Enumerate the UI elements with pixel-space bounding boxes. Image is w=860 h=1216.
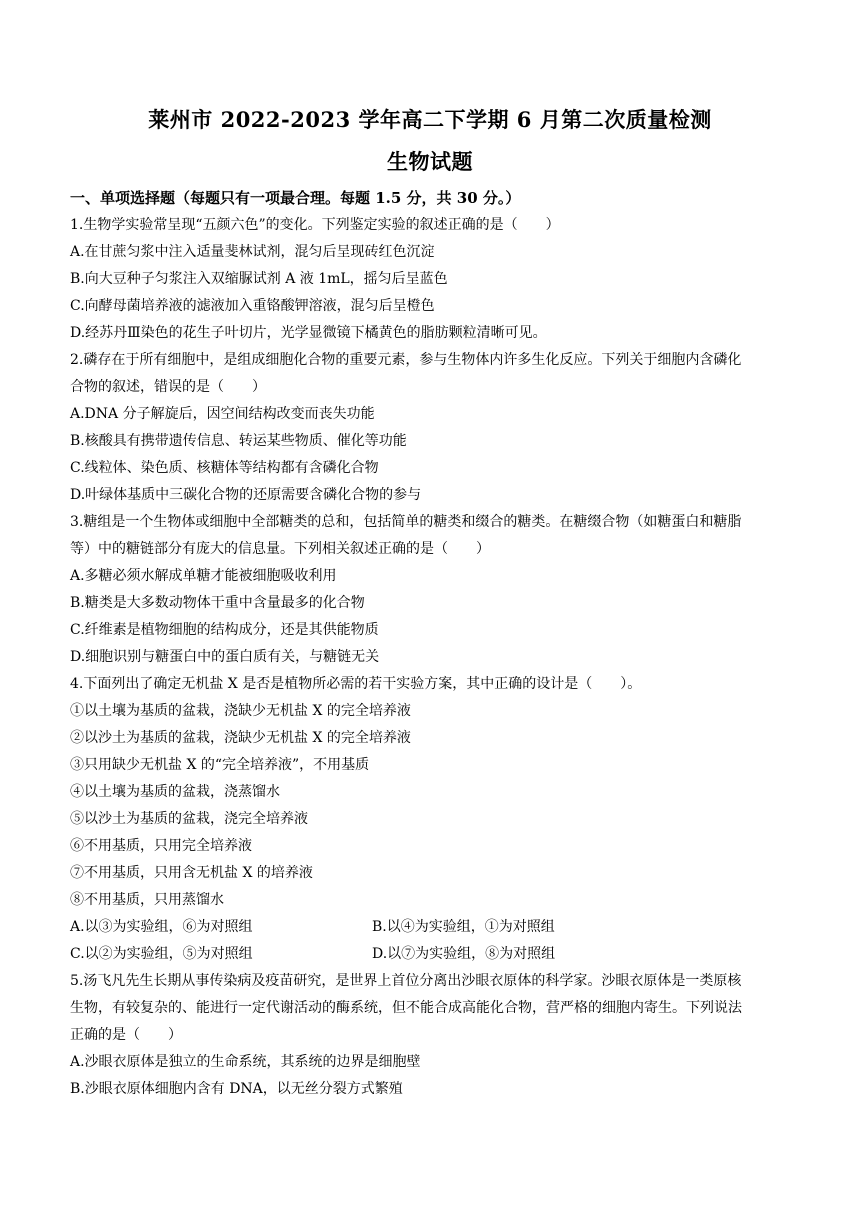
question-stem: 1.生物学实验常呈现“五颜六色”的变化。下列鉴定实验的叙述正确的是（ ） [70, 217, 560, 233]
scheme-item: ⑦不用基质，只用含无机盐 X 的培养液 [70, 865, 313, 881]
option-b: B.沙眼衣原体细胞内含有 DNA，以无丝分裂方式繁殖 [70, 1081, 403, 1097]
option-c: C.以②为实验组，⑤为对照组 [70, 946, 253, 962]
option-c: C.纤维素是植物细胞的结构成分，还是其供能物质 [70, 622, 379, 638]
option-b: B.糖类是大多数动物体干重中含量最多的化合物 [70, 595, 365, 611]
scheme-item: ⑥不用基质，只用完全培养液 [70, 838, 252, 854]
option-a: A.DNA 分子解旋后，因空间结构改变而丧失功能 [70, 406, 375, 422]
question-stem: 4.下面列出了确定无机盐 X 是否是植物所必需的若干实验方案，其中正确的设计是（ ）。 [70, 676, 642, 692]
option-d: D.经苏丹Ⅲ染色的花生子叶切片，光学显微镜下橘黄色的脂肪颗粒清晰可见。 [70, 325, 547, 341]
exam-content [70, 185, 800, 1103]
scheme-item: ②以沙土为基质的盆栽，浇缺少无机盐 X 的完全培养液 [70, 730, 411, 746]
question-5 [70, 968, 800, 1103]
question-stem-continued: 合物的叙述，错误的是（ ） [70, 379, 266, 395]
option-a: A.多糖必须水解成单糖才能被细胞吸收利用 [70, 568, 337, 584]
options-row [70, 914, 800, 941]
option-d: D.叶绿体基质中三碳化合物的还原需要含磷化合物的参与 [70, 487, 422, 503]
scheme-item: ④以土壤为基质的盆栽，浇蒸馏水 [70, 784, 280, 800]
exam-subtitle: 生物试题 [387, 149, 473, 174]
question-4 [70, 671, 800, 968]
question-2 [70, 347, 800, 509]
question-stem: 5.汤飞凡先生长期从事传染病及疫苗研究，是世界上首位分离出沙眼衣原体的科学家。沙眼衣原体是一类原核 [70, 973, 742, 989]
section-heading: 一、单项选择题（每题只有一项最合理。每题 1.5 分，共 30 分。） [70, 189, 521, 207]
option-a: A.在甘蔗匀浆中注入适量斐林试剂，混匀后呈现砖红色沉淀 [70, 244, 435, 260]
option-c: C.线粒体、染色质、核糖体等结构都有含磷化合物 [70, 460, 379, 476]
question-stem-continued: 正确的是（ ） [70, 1027, 182, 1043]
question-stem: 3.糖组是一个生物体或细胞中全部糖类的总和，包括简单的糖类和缀合的糖类。在糖缀合物（如糖蛋白和糖脂 [70, 514, 742, 530]
question-stem-continued: 等）中的糖链部分有庞大的信息量。下列相关叙述正确的是（ ） [70, 541, 490, 557]
exam-title: 莱州市 2022-2023 学年高二下学期 6 月第二次质量检测 [148, 107, 712, 132]
option-b: B.以④为实验组，①为对照组 [372, 919, 555, 935]
question-3 [70, 509, 800, 671]
option-b: B.核酸具有携带遗传信息、转运某些物质、催化等功能 [70, 433, 407, 449]
scheme-item: ⑧不用基质，只用蒸馏水 [70, 892, 224, 908]
option-b: B.向大豆种子匀浆注入双缩脲试剂 A 液 1mL，摇匀后呈蓝色 [70, 271, 448, 287]
question-1 [70, 212, 800, 347]
question-stem-continued: 生物，有较复杂的、能进行一定代谢活动的酶系统，但不能合成高能化合物，营严格的细胞内寄生。下列说法 [70, 1000, 742, 1016]
question-stem: 2.磷存在于所有细胞中，是组成细胞化合物的重要元素，参与生物体内许多生化反应。下列关于细胞内含磷化 [70, 352, 742, 368]
options-row [70, 941, 800, 968]
option-c: C.向酵母菌培养液的滤液加入重铬酸钾溶液，混匀后呈橙色 [70, 298, 435, 314]
option-a: A.沙眼衣原体是独立的生命系统，其系统的边界是细胞壁 [70, 1054, 421, 1070]
option-d: D.以⑦为实验组，⑧为对照组 [372, 946, 556, 962]
option-a: A.以③为实验组，⑥为对照组 [70, 919, 253, 935]
scheme-item: ③只用缺少无机盐 X 的“完全培养液”，不用基质 [70, 757, 370, 773]
option-d: D.细胞识别与糖蛋白中的蛋白质有关，与糖链无关 [70, 649, 380, 665]
scheme-item: ①以土壤为基质的盆栽，浇缺少无机盐 X 的完全培养液 [70, 703, 411, 719]
scheme-item: ⑤以沙土为基质的盆栽，浇完全培养液 [70, 811, 308, 827]
